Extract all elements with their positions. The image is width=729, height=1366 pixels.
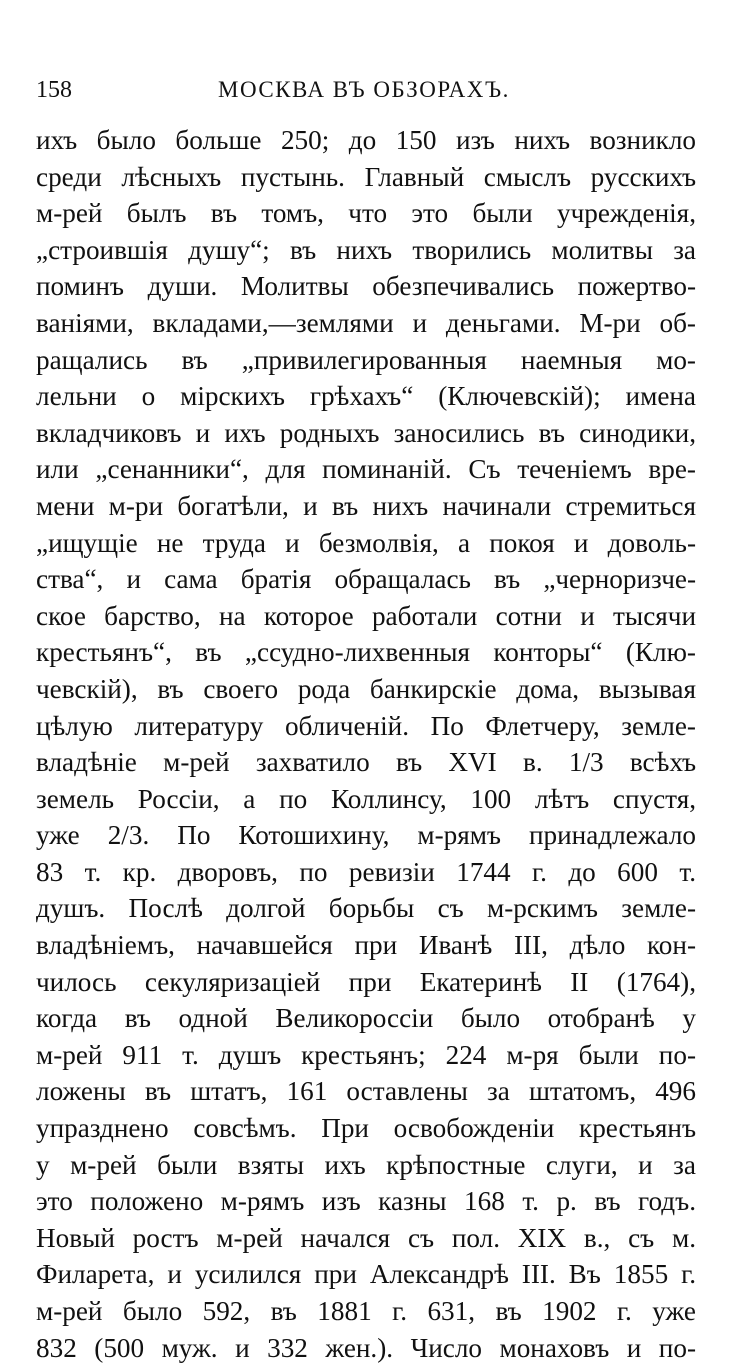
text-line: упразднено совсѣмъ. При освобожденіи крестьянъ bbox=[36, 1113, 696, 1144]
text-line: 832 (500 муж. и 332 жен.). Число монаховъ и по- bbox=[36, 1332, 696, 1363]
text-line: м-рей 911 т. душъ крестьянъ; 224 м-ря были по- bbox=[36, 1039, 696, 1070]
text-line: м-рей былъ въ томъ, что это были учрежденія, bbox=[36, 198, 696, 229]
text-line: крестьянъ“, въ „ссудно-лихвенныя конторы“ (Клю- bbox=[36, 637, 696, 668]
text-line: уже 2/3. По Котошихину, м-рямъ принадлежало bbox=[36, 820, 696, 851]
text-line: 83 т. кр. дворовъ, по ревизіи 1744 г. до 600 т. bbox=[36, 856, 696, 887]
page-header bbox=[36, 74, 696, 106]
text-line: поминъ души. Молитвы обезпечивались пожертво- bbox=[36, 271, 696, 302]
text-line: ское барство, на которое работали сотни и тысячи bbox=[36, 600, 696, 631]
text-line: или „сенанники“, для поминаній. Съ теченіемъ вре- bbox=[36, 454, 696, 485]
text-line: земель Россіи, а по Коллинсу, 100 лѣтъ спустя, bbox=[36, 783, 696, 814]
text-line: Филарета, и усилился при Александрѣ III. Въ 1855 г. bbox=[36, 1259, 696, 1290]
text-line: ваніями, вкладами,—землями и деньгами. М-ри об- bbox=[36, 307, 696, 338]
text-line: ства“, и сама братія обращалась въ „черноризче- bbox=[36, 564, 696, 595]
text-line: „ищущіе не труда и безмолвія, а покоя и доволь- bbox=[36, 527, 696, 558]
text-line: владѣніемъ, начавшейся при Иванѣ III, дѣло кон- bbox=[36, 930, 696, 961]
text-line: когда въ одной Великороссіи было отобранѣ у bbox=[36, 1003, 696, 1034]
running-title: МОСКВА ВЪ ОБЗОРАХЪ. bbox=[218, 77, 510, 102]
text-line: ложены въ штатъ, 161 оставлены за штатомъ, 496 bbox=[36, 1076, 696, 1107]
text-line: владѣніе м-рей захватило въ XVI в. 1/3 всѣхъ bbox=[36, 747, 696, 778]
text-line: ихъ было больше 250; до 150 изъ нихъ возникло bbox=[36, 125, 696, 155]
text-line: мени м-ри богатѣли, и въ нихъ начинали стремиться bbox=[36, 490, 696, 521]
text-line: у м-рей были взяты ихъ крѣпостные слуги, и за bbox=[36, 1149, 696, 1180]
body-text bbox=[36, 122, 696, 1366]
text-line: Новый ростъ м-рей начался съ пол. XIX в., съ м. bbox=[36, 1222, 696, 1253]
page-number: 158 bbox=[36, 77, 72, 103]
text-line: вкладчиковъ и ихъ родныхъ заносились въ синодики, bbox=[36, 417, 696, 448]
text-line: среди лѣсныхъ пустынь. Главный смыслъ русскихъ bbox=[36, 161, 696, 192]
text-line: это положено м-рямъ изъ казны 168 т. р. въ годъ. bbox=[36, 1186, 696, 1217]
text-line: чевскій), въ своего рода банкирскіе дома, вызывая bbox=[36, 673, 696, 704]
text-line: цѣлую литературу обличеній. По Флетчеру, земле- bbox=[36, 710, 696, 741]
text-line: ращались въ „привилегированныя наемныя мо- bbox=[36, 344, 696, 375]
text-line: чилось секуляризаціей при Екатеринѣ II (1764), bbox=[36, 966, 696, 997]
text-line: лельни о мірскихъ грѣхахъ“ (Ключевскій); имена bbox=[36, 381, 696, 412]
text-line: „строившія душу“; въ нихъ творились молитвы за bbox=[36, 234, 696, 265]
text-line: м-рей было 592, въ 1881 г. 631, въ 1902 г. уже bbox=[36, 1296, 696, 1326]
text-line: душъ. Послѣ долгой борьбы съ м-рскимъ земле- bbox=[36, 893, 696, 924]
